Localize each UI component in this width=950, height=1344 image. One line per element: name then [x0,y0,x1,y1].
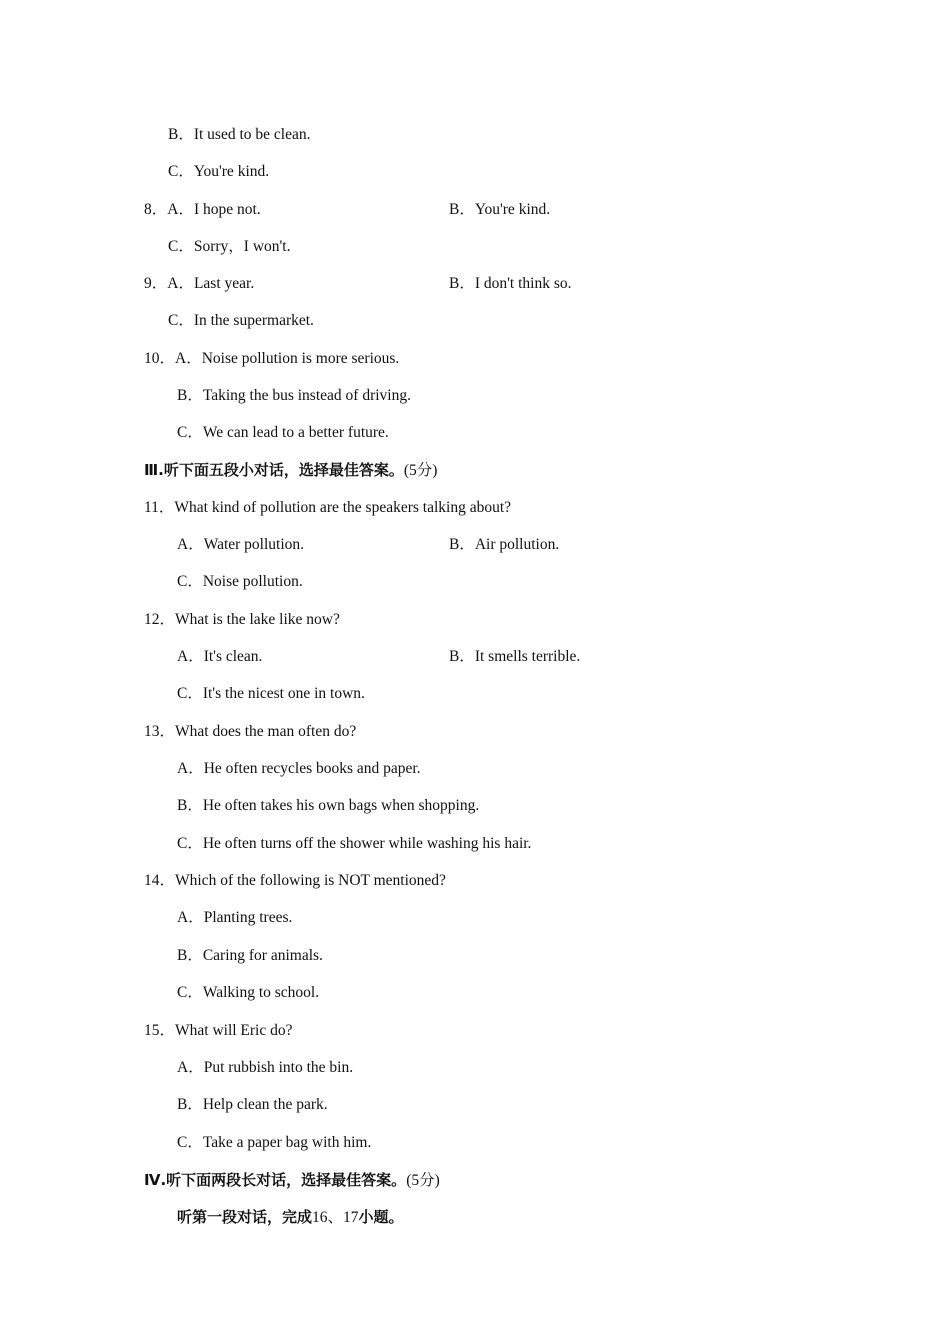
q10-option-c: C．We can lead to a better future. [177,424,389,441]
q11-stem: 11．What kind of pollution are the speakers talking about? [144,499,512,516]
section-3-heading [144,460,437,481]
dialogue-1-question-numbers: 16、17 [312,1209,359,1226]
q10-option-a: 10．A．Noise pollution is more serious. [144,350,400,367]
q12-option-c: C．It's the nicest one in town. [177,685,365,702]
dialogue-1-prefix: 听第一段对话，完成 [177,1208,313,1226]
q11-option-a: A．Water pollution. [177,536,305,553]
q13-stem: 13．What does the man often do? [144,723,357,740]
section-3-title: Ⅲ.听下面五段小对话，选择最佳答案。 [144,461,404,479]
q8-option-b: B．You're kind. [449,201,551,218]
q14-option-a: A．Planting trees. [177,909,293,926]
q9-option-a: 9．A．Last year. [144,275,255,292]
q9-option-b: B．I don't think so. [449,275,572,292]
section-4-heading [144,1170,440,1191]
q14-option-b: B．Caring for animals. [177,947,323,964]
q15-option-a: A．Put rubbish into the bin. [177,1059,354,1076]
q15-option-c: C．Take a paper bag with him. [177,1134,372,1151]
q9-option-c: C．In the supermarket. [168,312,314,329]
q7-option-c: C．You're kind. [168,163,270,180]
q13-option-b: B．He often takes his own bags when shopping. [177,797,480,814]
q11-option-b: B．Air pollution. [449,536,560,553]
q12-option-a: A．It's clean. [177,648,263,665]
q8-option-c: C．Sorry，I won't. [168,238,291,255]
q11-option-c: C．Noise pollution. [177,573,303,590]
q12-option-b: B．It smells terrible. [449,648,581,665]
q10-option-b: B．Taking the bus instead of driving. [177,387,411,404]
section-4-points: (5分) [406,1172,440,1189]
section-4-title: Ⅳ.听下面两段长对话，选择最佳答案。 [144,1171,407,1189]
q7-option-b: B．It used to be clean. [168,126,311,143]
dialogue-1-suffix: 小题。 [358,1208,404,1226]
q8-option-a: 8．A．I hope not. [144,201,261,218]
q15-stem: 15．What will Eric do? [144,1022,293,1039]
q14-stem: 14．Which of the following is NOT mentioned? [144,872,446,889]
section-3-points: (5分) [403,462,438,479]
q13-option-c: C．He often turns off the shower while washing his hair. [177,835,532,852]
q12-stem: 12．What is the lake like now? [144,611,340,628]
q14-option-c: C．Walking to school. [177,984,320,1001]
dialogue-1-instruction [177,1207,404,1228]
q13-option-a: A．He often recycles books and paper. [177,760,421,777]
q15-option-b: B．Help clean the park. [177,1096,328,1113]
